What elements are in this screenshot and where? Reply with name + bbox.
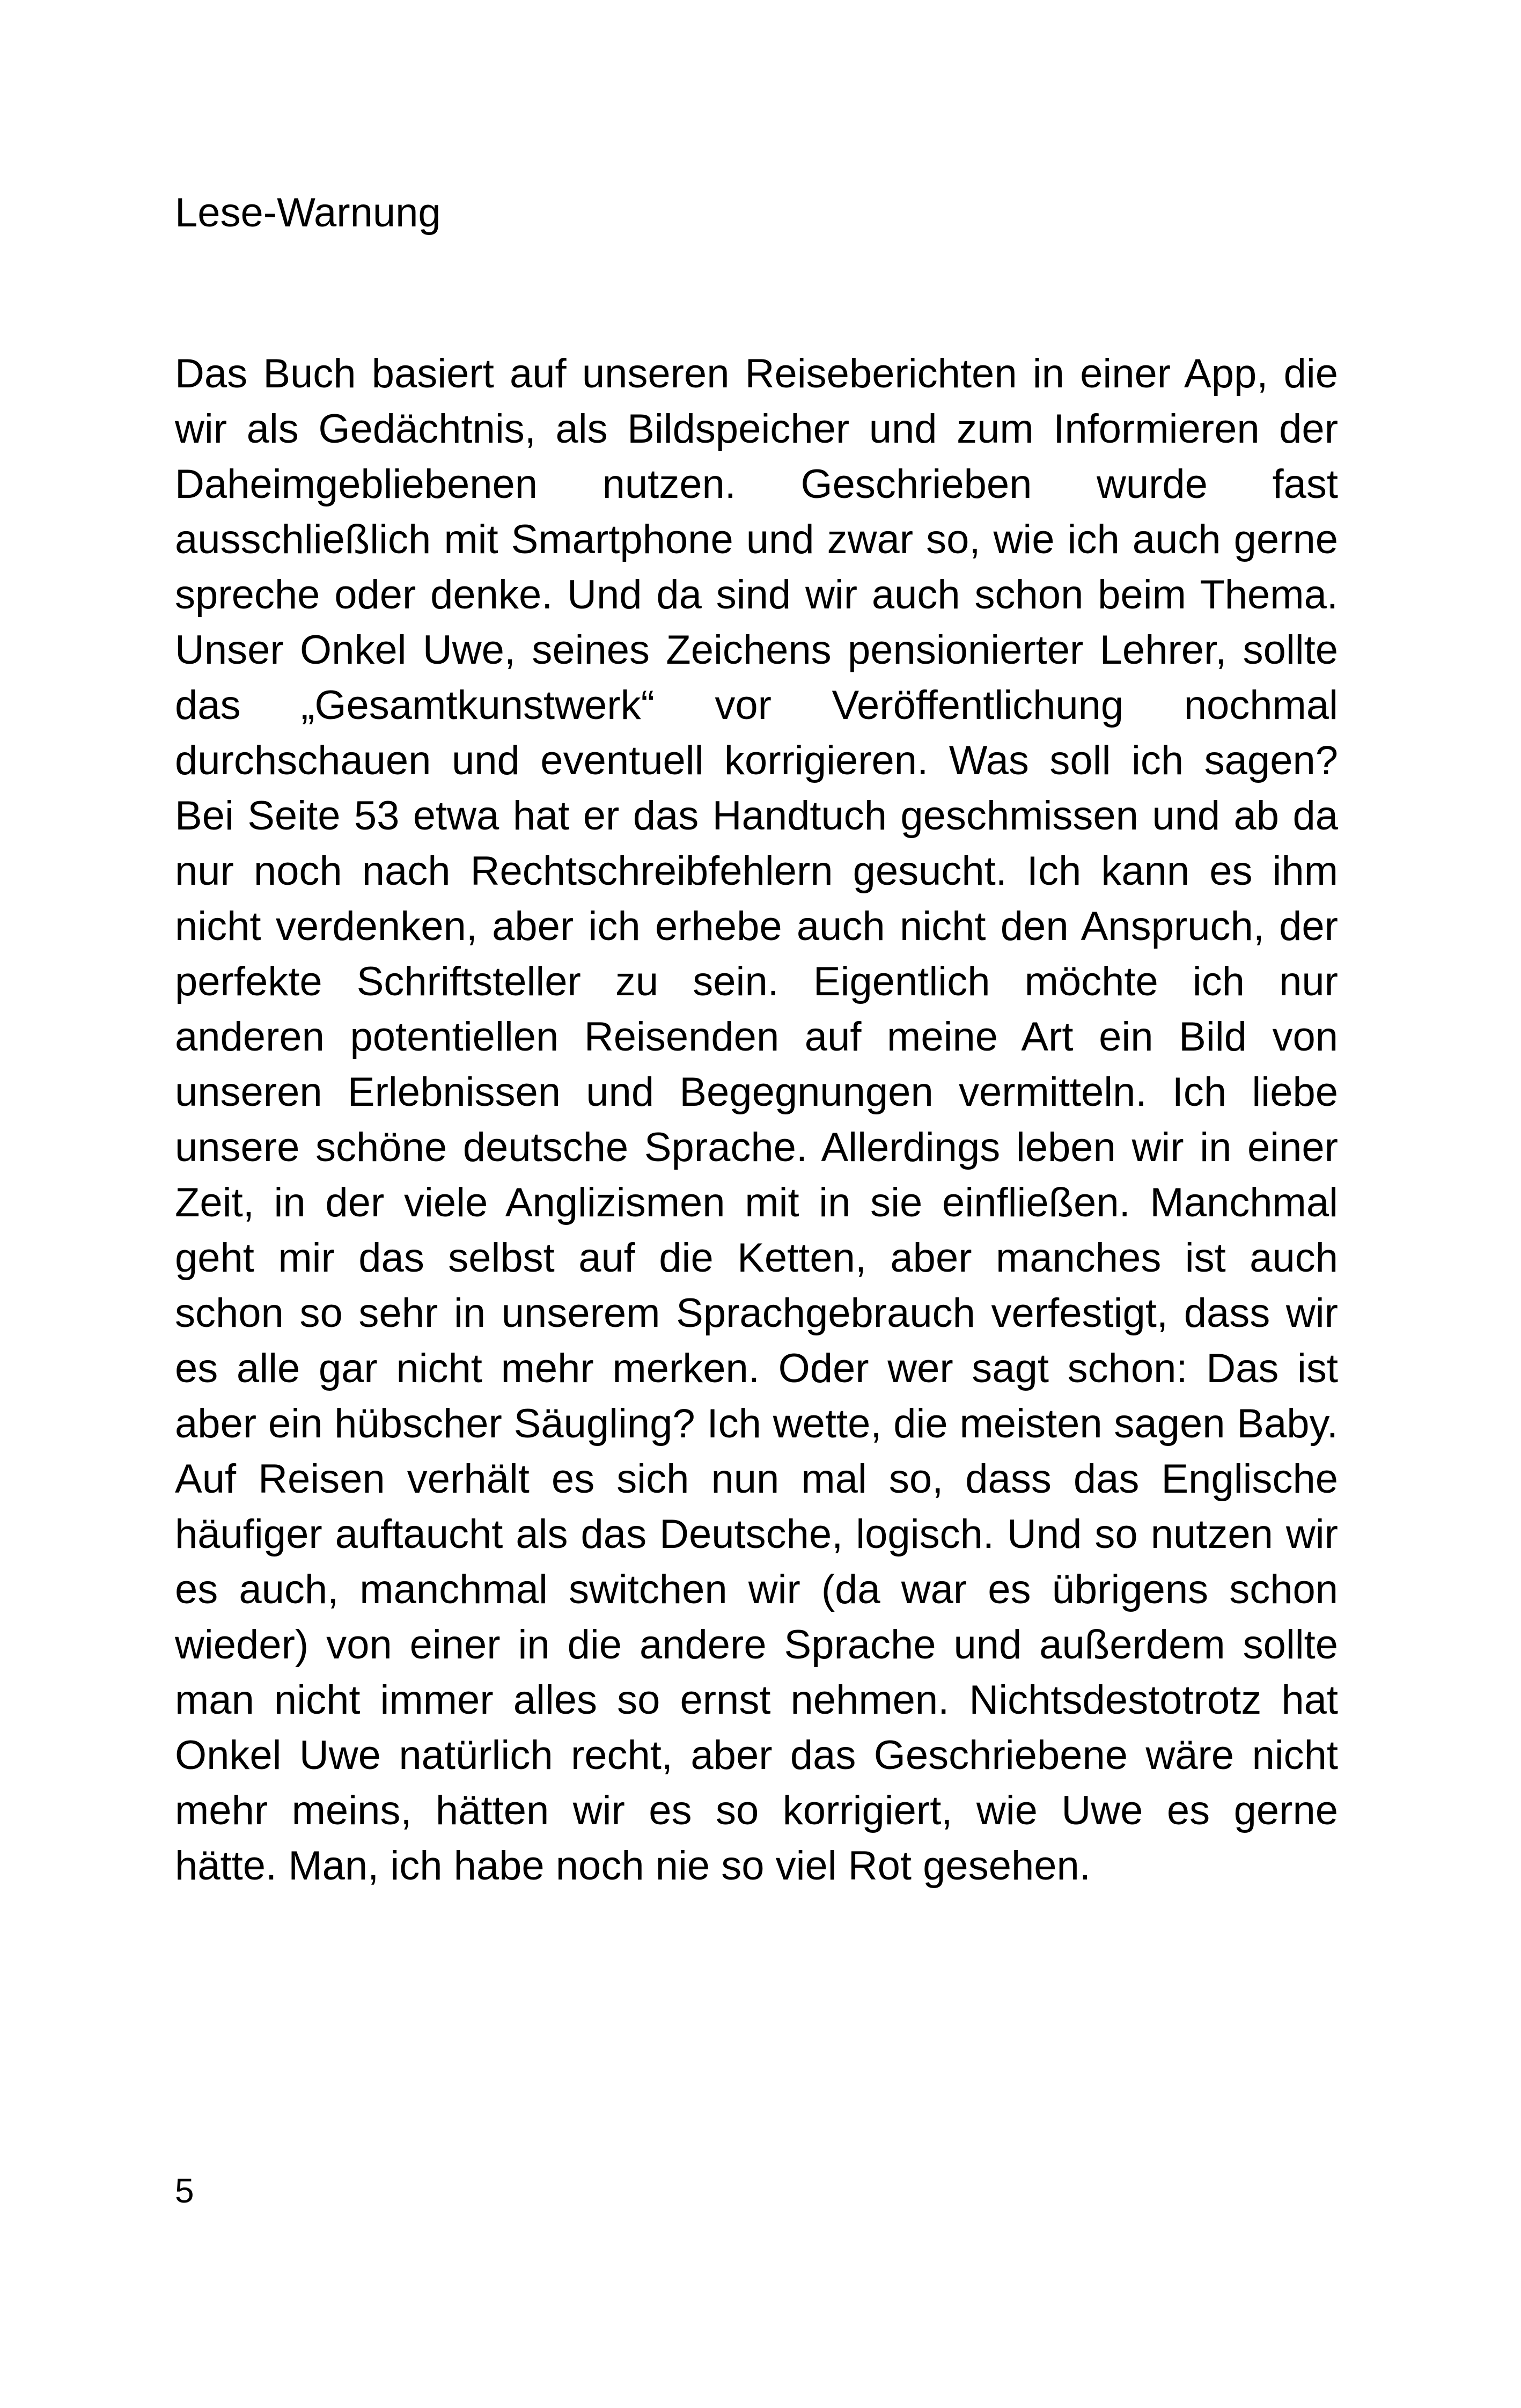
text-line: hätte. Man, ich habe noch nie so viel Rot gesehen. (175, 1843, 1091, 1889)
text-line: Unser Onkel Uwe, seines Zeichens pensionierter Lehrer, sollte (175, 627, 1338, 673)
text-line: es auch, manchmal switchen wir (da war es übrigens schon (175, 1567, 1338, 1612)
text-line: Auf Reisen verhält es sich nun mal so, dass das Englische (175, 1456, 1338, 1502)
text-line: perfekte Schriftsteller zu sein. Eigentlich möchte ich nur (175, 959, 1338, 1004)
text-line: das „Gesamtkunstwerk“ vor Veröffentlichung nochmal (175, 682, 1338, 728)
text-line: durchschauen und eventuell korrigieren. Was soll ich sagen? (175, 738, 1338, 783)
text-line: es alle gar nicht mehr merken. Oder wer sagt schon: Das ist (175, 1346, 1338, 1391)
text-line: nicht verdenken, aber ich erhebe auch nicht den Anspruch, der (175, 904, 1338, 949)
text-line: nur noch nach Rechtschreibfehlern gesucht. Ich kann es ihm (175, 848, 1338, 894)
text-line: wieder) von einer in die andere Sprache und außerdem sollte (175, 1622, 1338, 1668)
text-line: ausschließlich mit Smartphone und zwar so, wie ich auch gerne (175, 517, 1338, 562)
page-number: 5 (175, 2171, 194, 2210)
body-text (175, 346, 1338, 1893)
text-line: mehr meins, hätten wir es so korrigiert, wie Uwe es gerne (175, 1788, 1338, 1833)
text-line: schon so sehr in unserem Sprachgebrauch verfestigt, dass wir (175, 1290, 1338, 1336)
text-line: spreche oder denke. Und da sind wir auch schon beim Thema. (175, 572, 1338, 618)
text-line: man nicht immer alles so ernst nehmen. Nichtsdestotrotz hat (175, 1677, 1338, 1723)
text-line: Zeit, in der viele Anglizismen mit in sie einfließen. Manchmal (175, 1180, 1338, 1225)
text-line: Daheimgebliebenen nutzen. Geschrieben wurde fast (175, 461, 1338, 507)
text-line: Das Buch basiert auf unseren Reiseberichten in einer App, die (175, 351, 1338, 397)
text-line: unseren Erlebnissen und Begegnungen vermitteln. Ich liebe (175, 1069, 1338, 1115)
text-line: häufiger auftaucht als das Deutsche, logisch. Und so nutzen wir (175, 1511, 1338, 1557)
text-line: Bei Seite 53 etwa hat er das Handtuch geschmissen und ab da (175, 793, 1338, 839)
text-line: unsere schöne deutsche Sprache. Allerdings leben wir in einer (175, 1125, 1338, 1170)
text-line: geht mir das selbst auf die Ketten, aber manches ist auch (175, 1235, 1338, 1281)
text-line: anderen potentiellen Reisenden auf meine Art ein Bild von (175, 1014, 1338, 1060)
text-line: Onkel Uwe natürlich recht, aber das Geschriebene wäre nicht (175, 1732, 1338, 1778)
text-line: aber ein hübscher Säugling? Ich wette, die meisten sagen Baby. (175, 1401, 1338, 1447)
page-heading: Lese-Warnung (175, 190, 441, 236)
text-line: wir als Gedächtnis, als Bildspeicher und zum Informieren der (175, 406, 1338, 452)
